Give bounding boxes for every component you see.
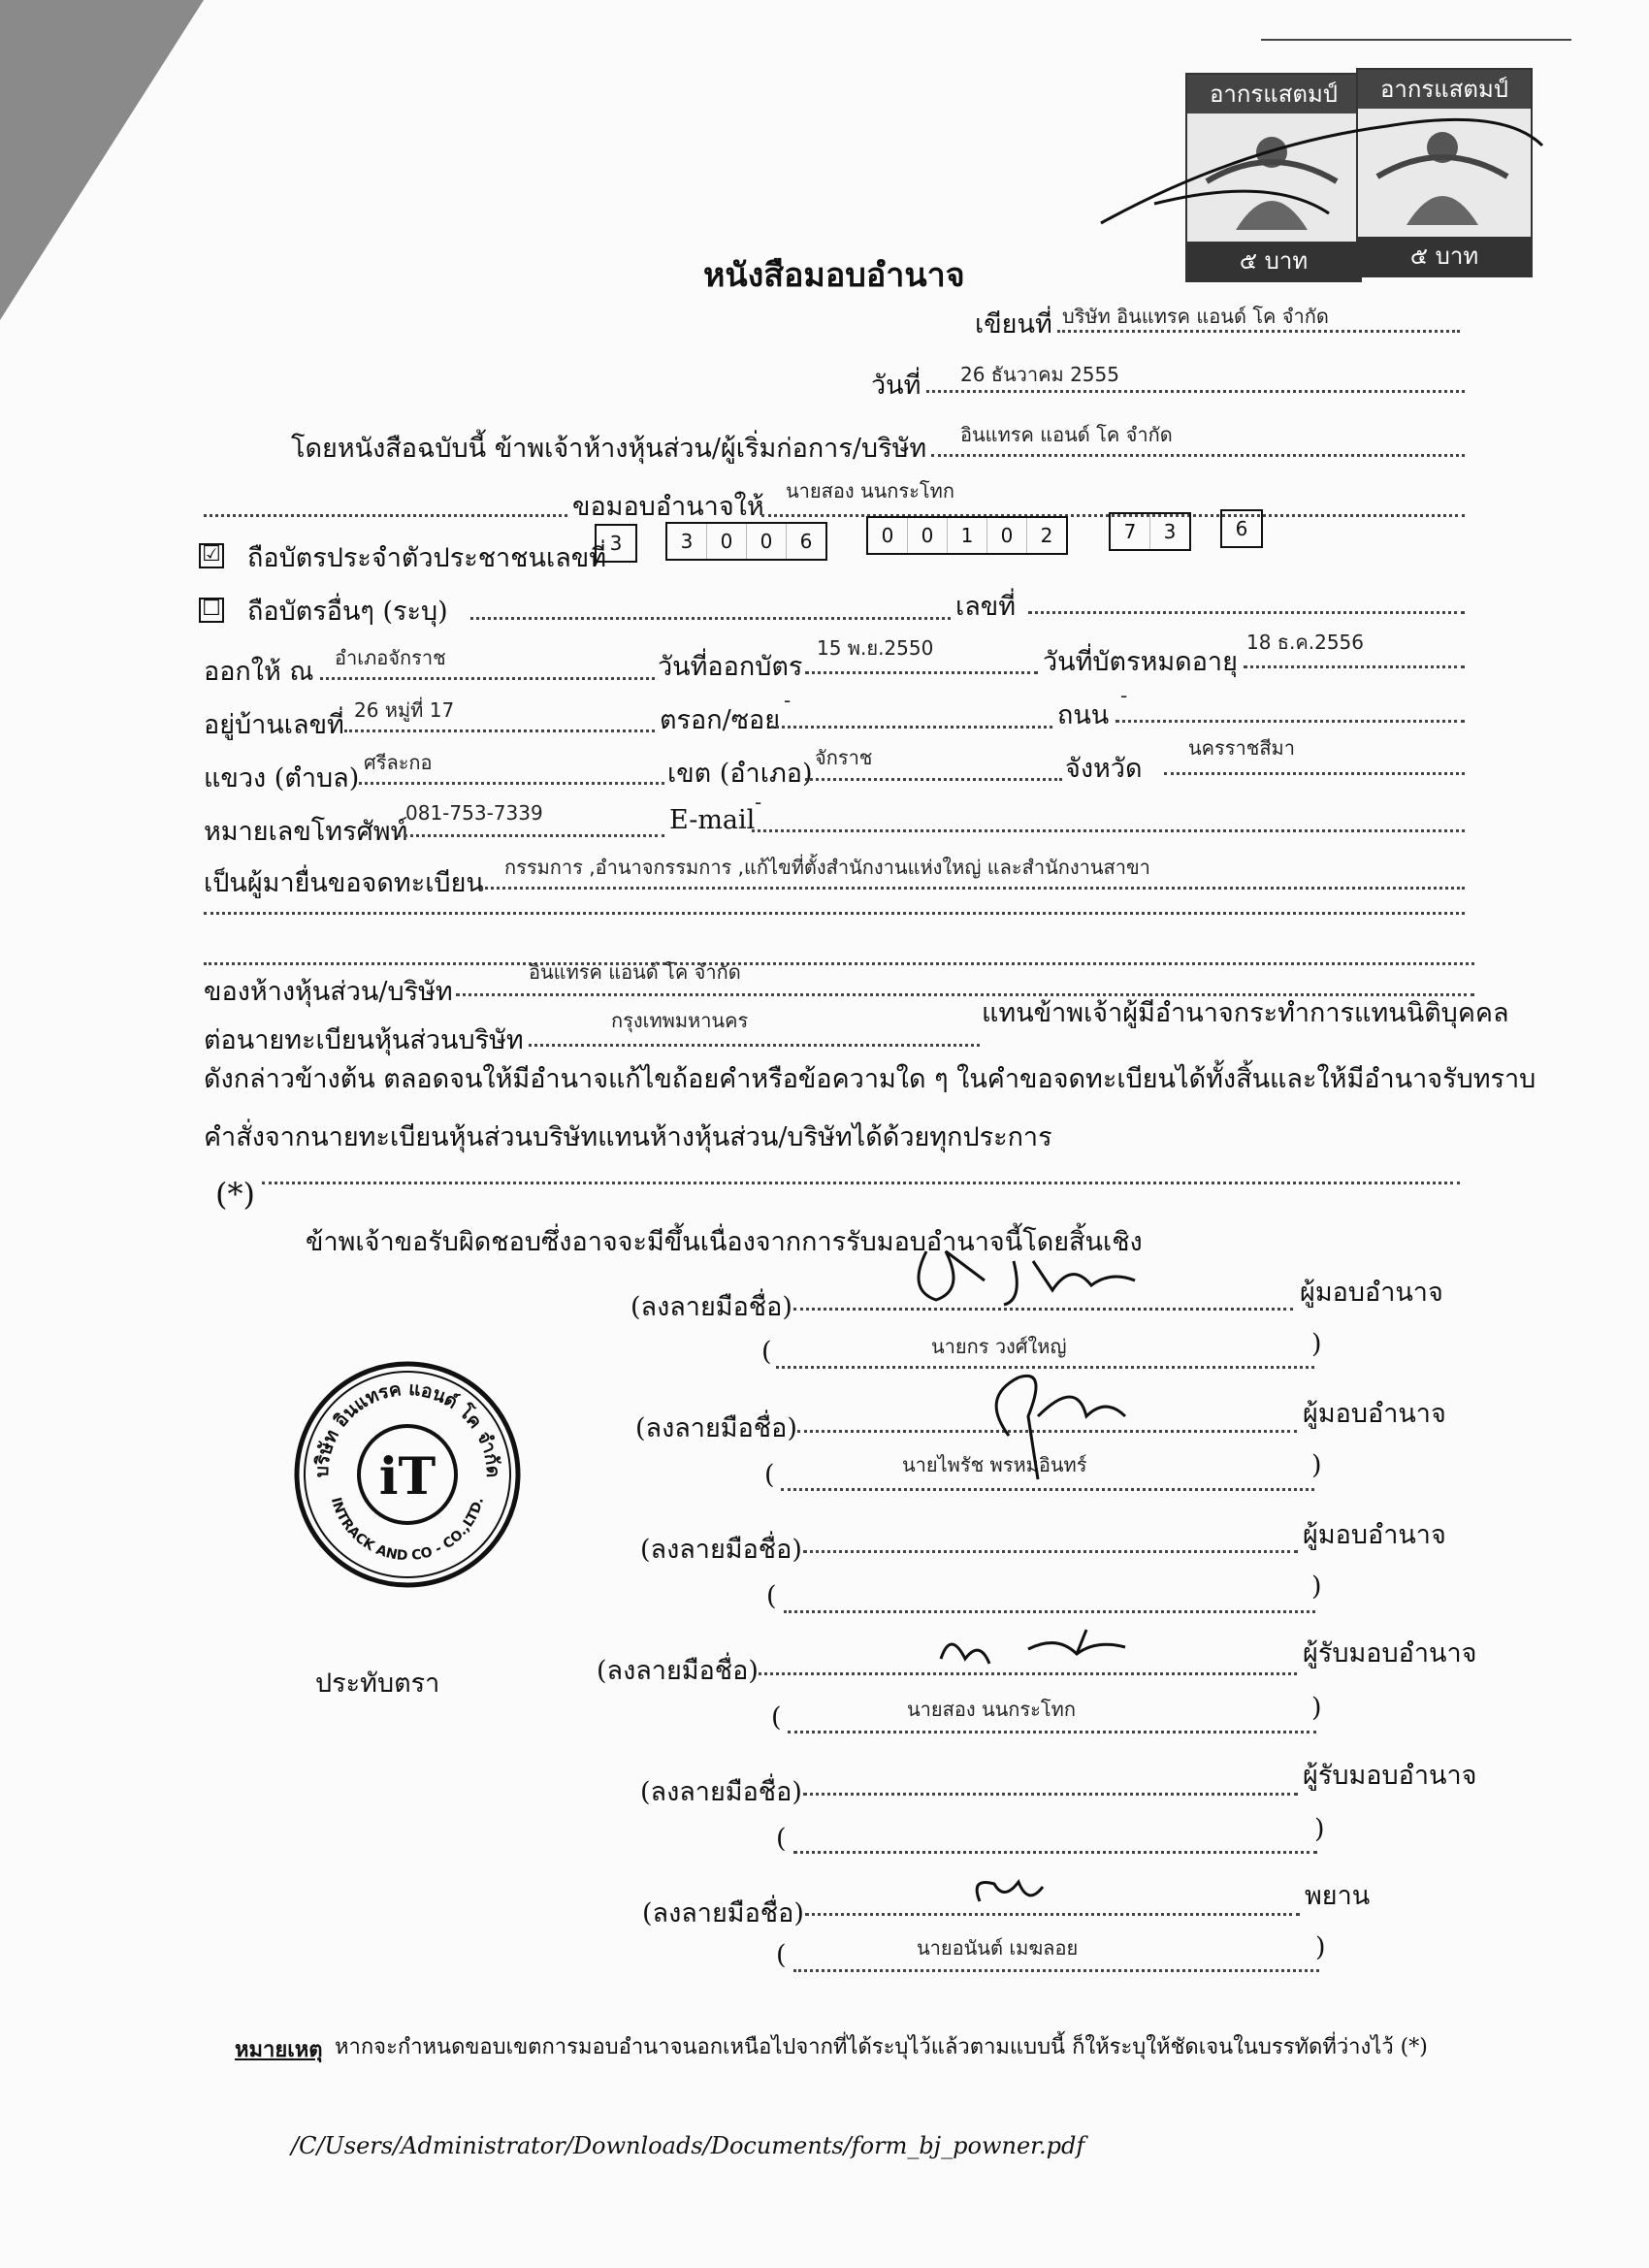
road-label: ถนน xyxy=(1057,700,1110,730)
dotline xyxy=(793,1851,1317,1854)
scan-shadow xyxy=(0,0,204,320)
id-digit: 6 xyxy=(1235,517,1248,540)
name-close-paren: ) xyxy=(1311,1693,1322,1723)
id-digit: 2 xyxy=(1040,524,1053,547)
note-text: หากจะกำหนดขอบเขตการมอบอำนาจนอกเหนือไปจากที่ได้ระบุไว้แล้วตามแบบนี้ ก็ให้ระบุให้ชัดเจนในบรรทัดที่ว่างไว้ (*) xyxy=(335,2035,1428,2059)
stamp-header: อากรแสตมป์ xyxy=(1187,75,1360,113)
other-card-checkbox[interactable]: ☐ xyxy=(199,598,224,623)
id-card-label: ถือบัตรประจำตัวประชาชนเลขที่ xyxy=(247,543,606,573)
province-label: จังหวัด xyxy=(1065,754,1143,784)
company-seal xyxy=(291,1358,524,1591)
id-digit-group-1 xyxy=(595,524,637,563)
dotline xyxy=(470,617,951,620)
handwritten-signature-1 xyxy=(907,1232,1140,1310)
top-rule xyxy=(1261,39,1571,41)
phone-label: หมายเลขโทรศัพท์ xyxy=(204,817,408,847)
name-open-paren: ( xyxy=(766,1581,777,1611)
dotline xyxy=(1244,665,1465,668)
name-open-paren: ( xyxy=(771,1702,782,1733)
dotline xyxy=(771,726,1052,729)
handwritten-signature-2 xyxy=(970,1358,1145,1484)
soi-label: ตรอก/ซอย xyxy=(660,705,781,735)
signature-role: ผู้มอบอำนาจ xyxy=(1300,1278,1443,1308)
document-title: หนังสือมอบอำนาจ xyxy=(703,256,965,295)
handwritten-signature-6 xyxy=(965,1872,1052,1921)
id-digit: 3 xyxy=(667,524,707,559)
company-seal-graphic xyxy=(291,1358,524,1591)
issue-date-value: 15 พ.ย.2550 xyxy=(817,636,934,660)
dotline xyxy=(926,390,1465,393)
sign-label: (ลงลายมือชื่อ) xyxy=(642,1898,804,1928)
date-value: 26 ธันวาคม 2555 xyxy=(960,363,1119,386)
sign-label: (ลงลายมือชื่อ) xyxy=(630,1292,792,1322)
house-no-label: อยู่บ้านเลขที่ xyxy=(204,710,344,740)
footer-file-path: /C/Users/Administrator/Downloads/Documents/form_bj_powner.pdf xyxy=(291,2132,1085,2159)
dotline xyxy=(784,1610,1315,1613)
name-close-paren: ) xyxy=(1314,1814,1325,1844)
id-digit: 7 xyxy=(1111,514,1150,549)
responsibility-statement: ข้าพเจ้าขอรับผิดชอบซึ่งอาจจะมีขึ้นเนื่องจากการรับมอบอำนาจนี้โดยสิ้นเชิง xyxy=(306,1227,1143,1257)
applicant-value: กรรมการ ,อำนาจกรรมการ ,แก้ไขที่ตั้งสำนักงานแห่งใหญ่ และสำนักงานสาขา xyxy=(504,856,1150,879)
stamp-header: อากรแสตมป์ xyxy=(1358,70,1531,109)
name-open-paren: ( xyxy=(776,1824,787,1854)
seal-bottom-text: INTRACK AND CO - CO.,LTD. xyxy=(327,1496,488,1565)
id-digit: 0 xyxy=(868,518,908,553)
dotline xyxy=(803,1793,1298,1796)
id-digit-group-3 xyxy=(866,516,1068,555)
dotline xyxy=(752,829,1465,832)
subdistrict-label: แขวง (ตำบล) xyxy=(204,763,360,794)
name-close-paren: ) xyxy=(1311,1450,1322,1480)
issue-date-label: วันที่ออกบัตร xyxy=(658,652,803,682)
written-at-label: เขียนที่ xyxy=(975,309,1052,340)
house-no-value: 26 หมู่ที่ 17 xyxy=(354,698,455,722)
dotline xyxy=(1116,720,1465,723)
dotline xyxy=(398,834,664,837)
note-label: หมายเหตุ xyxy=(235,2037,323,2062)
name-open-paren: ( xyxy=(776,1940,787,1970)
grant-label: ขอมอบอำนาจให้ xyxy=(572,492,764,522)
signature-role: ผู้รับมอบอำนาจ xyxy=(1303,1761,1477,1791)
registrar-value: กรุงเทพมหานคร xyxy=(611,1009,749,1032)
dotline xyxy=(204,962,1474,965)
sign-label: (ลงลายมือชื่อ) xyxy=(597,1656,759,1686)
dotline xyxy=(1164,772,1465,775)
seal-logo: iT xyxy=(378,1447,436,1507)
dotline xyxy=(931,454,1465,457)
signatory-name: นายอนันต์ เมฆลอย xyxy=(917,1936,1079,1960)
intro-label: โดยหนังสือฉบับนี้ ข้าพเจ้าห้างหุ้นส่วน/ผู้เริ่มก่อการ/บริษัท xyxy=(291,434,927,464)
name-open-paren: ( xyxy=(764,1460,775,1490)
id-digit: 0 xyxy=(707,524,747,559)
signature-role: ผู้รับมอบอำนาจ xyxy=(1303,1638,1477,1669)
district-value: จักราช xyxy=(815,746,873,769)
dotline xyxy=(480,887,1465,890)
intro-company: อินแทรค แอนด์ โค จำกัด xyxy=(960,423,1173,446)
issued-at-label: ออกให้ ณ xyxy=(204,657,314,687)
name-open-paren: ( xyxy=(761,1337,772,1367)
authority-paragraph-1: ดังกล่าวข้างต้น ตลอดจนให้มีอำนาจแก้ไขถ้อยคำหรือข้อความใด ๆ ในคำขอจดทะเบียนได้ทั้งสิ้นและให้มีอำนาจรับทราบ xyxy=(204,1064,1536,1094)
signatory-name: นายกร วงศ์ใหญ่ xyxy=(931,1335,1067,1358)
id-digit: 3 xyxy=(1163,520,1177,543)
dotline xyxy=(803,1550,1298,1553)
dotline xyxy=(320,677,655,680)
dotline xyxy=(204,514,567,517)
signature-role: ผู้มอบอำนาจ xyxy=(1303,1399,1446,1429)
name-close-paren: ) xyxy=(1311,1571,1322,1602)
handwritten-signature-4 xyxy=(931,1620,1145,1678)
expire-date-value: 18 ธ.ค.2556 xyxy=(1246,631,1365,654)
asterisk-marker: (*) xyxy=(215,1176,255,1213)
district-label: เขต (อำเภอ) xyxy=(667,759,813,789)
company-label: ของห้างหุ้นส่วน/บริษัท xyxy=(204,977,453,1007)
id-digit: 3 xyxy=(609,532,623,555)
dotline xyxy=(1028,611,1465,614)
soi-value: - xyxy=(784,689,792,712)
registrar-tail: แทนข้าพเจ้าผู้มีอำนาจกระทำการแทนนิติบุคคล xyxy=(982,998,1509,1028)
dotline xyxy=(262,1182,1460,1184)
dotline xyxy=(529,1044,980,1047)
company-value: อินแทรค แอนด์ โค จำกัด xyxy=(529,960,741,984)
dotline xyxy=(204,912,1465,915)
stamp-value: ๕ บาท xyxy=(1187,242,1360,280)
dotline xyxy=(788,1731,1316,1733)
signatory-name: นายสอง นนกระโทก xyxy=(907,1698,1076,1721)
other-card-label: ถือบัตรอื่นๆ (ระบุ) xyxy=(247,597,448,627)
email-label: E-mail xyxy=(669,805,756,835)
province-value: นครราชสีมา xyxy=(1188,736,1295,760)
signature-role: ผู้มอบอำนาจ xyxy=(1303,1520,1446,1550)
id-digit: 0 xyxy=(747,524,787,559)
sign-label: (ลงลายมือชื่อ) xyxy=(635,1413,797,1443)
authority-paragraph-2: คำสั่งจากนายทะเบียนหุ้นส่วนบริษัทแทนห้างหุ้นส่วน/บริษัทได้ด้วยทุกประการ xyxy=(204,1122,1052,1152)
sign-label: (ลงลายมือชื่อ) xyxy=(640,1777,802,1807)
id-digit-group-2 xyxy=(665,522,827,561)
dotline xyxy=(344,729,655,732)
name-close-paren: ) xyxy=(1315,1932,1326,1962)
phone-value: 081-753-7339 xyxy=(405,801,543,825)
written-at-value: บริษัท อินแทรค แอนด์ โค จำกัด xyxy=(1062,305,1329,328)
subdistrict-value: ศรีละกอ xyxy=(364,751,433,774)
id-digit: 0 xyxy=(908,518,948,553)
id-digit: 6 xyxy=(799,530,813,553)
id-digit: 0 xyxy=(987,518,1027,553)
dotline xyxy=(805,778,1062,781)
email-value: - xyxy=(755,791,762,814)
issued-at-value: อำเภอจักราช xyxy=(335,646,446,669)
expire-date-label: วันที่บัตรหมดอายุ xyxy=(1043,647,1238,677)
applicant-label: เป็นผู้มายื่นขอจดทะเบียน xyxy=(204,868,484,898)
id-digit-group-4 xyxy=(1109,512,1191,551)
signatory-name: นายไพรัช พรหมอินทร์ xyxy=(902,1453,1087,1476)
id-digit: 1 xyxy=(948,518,987,553)
id-digit-group-5 xyxy=(1220,509,1263,548)
id-card-checkbox[interactable]: ☑ xyxy=(199,543,224,568)
dotline xyxy=(793,1969,1319,1972)
signature-role: พยาน xyxy=(1305,1881,1371,1911)
dotline xyxy=(805,1913,1300,1916)
name-close-paren: ) xyxy=(1311,1329,1322,1359)
dotline xyxy=(805,671,1038,674)
other-number-label: เลขที่ xyxy=(955,592,1017,622)
stamp-value: ๕ บาท xyxy=(1358,237,1531,275)
grantee-name: นายสอง นนกระโทก xyxy=(786,479,954,502)
dotline xyxy=(359,782,664,785)
seal-top-text: บริษัท อินแทรค แอนด์ โค จำกัด xyxy=(310,1377,504,1478)
seal-caption: ประทับตรา xyxy=(315,1669,440,1699)
stamp-cancel-signature xyxy=(1096,87,1552,243)
sign-label: (ลงลายมือชื่อ) xyxy=(640,1535,802,1565)
date-label: วันที่ xyxy=(871,371,922,401)
road-value: - xyxy=(1120,684,1128,707)
dotline xyxy=(781,1488,1314,1491)
registrar-label: ต่อนายทะเบียนหุ้นส่วนบริษัท xyxy=(204,1025,524,1055)
